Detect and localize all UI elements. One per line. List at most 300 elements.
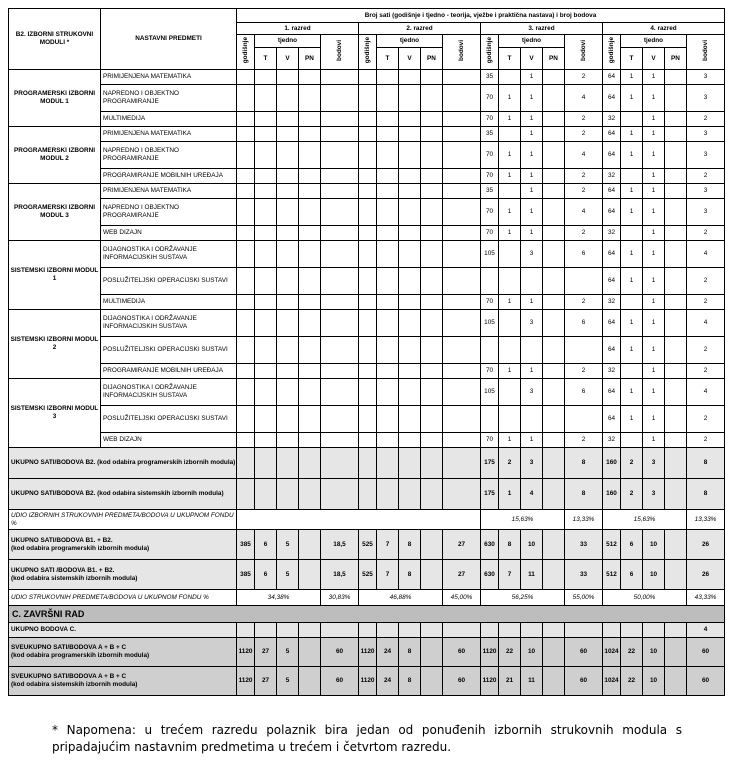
value-cell: 6 — [565, 241, 603, 268]
value-cell: 64 — [603, 379, 621, 406]
value-cell — [481, 268, 499, 295]
value-cell: 1 — [499, 364, 521, 379]
value-cell — [543, 112, 565, 127]
table-row — [9, 268, 725, 295]
value-cell — [377, 70, 399, 85]
value-cell: 1 — [521, 85, 543, 112]
value-cell: 70 — [481, 142, 499, 169]
v-header: V — [277, 48, 299, 70]
value-cell — [421, 479, 443, 510]
value-cell — [359, 199, 377, 226]
value-cell — [299, 448, 321, 479]
value-cell — [443, 295, 481, 310]
value-cell — [237, 241, 255, 268]
subject-name: PRIMIJENJENA MATEMATIKA — [101, 184, 237, 199]
value-cell: 175 — [481, 448, 499, 479]
value-cell — [299, 199, 321, 226]
value-cell — [543, 295, 565, 310]
value-cell — [565, 406, 603, 433]
value-cell: 1 — [621, 241, 643, 268]
value-cell — [421, 530, 443, 560]
value-cell — [237, 199, 255, 226]
grand-total-label — [9, 638, 237, 667]
value-cell: 3 — [687, 199, 725, 226]
value-cell: 3 — [643, 479, 665, 510]
value-cell: 1 — [643, 112, 665, 127]
value-cell — [421, 448, 443, 479]
value-cell — [621, 364, 643, 379]
table-row — [9, 184, 725, 199]
value-cell: 64 — [603, 268, 621, 295]
annual-header — [359, 35, 377, 70]
value-cell — [399, 241, 421, 268]
value-cell: 1 — [643, 142, 665, 169]
value-cell — [359, 364, 377, 379]
value-cell — [543, 406, 565, 433]
value-cell: 4 — [521, 479, 543, 510]
value-cell — [665, 479, 687, 510]
value-cell — [255, 364, 277, 379]
table-row — [9, 379, 725, 406]
value-cell — [321, 433, 359, 448]
value-cell — [643, 623, 665, 638]
value-cell: 1120 — [359, 667, 377, 696]
value-cell — [377, 479, 399, 510]
value-cell — [299, 530, 321, 560]
value-cell: 1 — [621, 70, 643, 85]
value-cell — [277, 295, 299, 310]
value-cell — [543, 85, 565, 112]
value-cell — [359, 268, 377, 295]
value-cell — [299, 142, 321, 169]
value-cell: 1 — [499, 433, 521, 448]
value-cell — [543, 448, 565, 479]
value-cell — [237, 226, 255, 241]
value-cell: 64 — [603, 127, 621, 142]
value-cell — [299, 184, 321, 199]
value-cell — [421, 406, 443, 433]
value-cell: 1 — [643, 169, 665, 184]
value-cell — [499, 127, 521, 142]
value-cell — [665, 142, 687, 169]
value-cell: 70 — [481, 169, 499, 184]
value-cell — [377, 337, 399, 364]
value-cell: 32 — [603, 112, 621, 127]
value-cell: 1 — [521, 226, 543, 241]
value-cell: 2 — [687, 268, 725, 295]
value-cell — [499, 337, 521, 364]
value-cell — [421, 169, 443, 184]
value-cell — [321, 199, 359, 226]
value-cell: 60 — [443, 638, 481, 667]
hours-header: Broj sati (godišnje i tjedno - teorija, vježbe i praktična nastava) i broj bodova — [237, 9, 725, 23]
subject-name: POSLUŽITELJSKI OPERACIJSKI SUSTAVI — [101, 337, 237, 364]
value-cell: 2 — [565, 226, 603, 241]
value-cell — [421, 70, 443, 85]
subject-name: MULTIMEDIJA — [101, 112, 237, 127]
value-cell — [377, 364, 399, 379]
value-cell: 105 — [481, 241, 499, 268]
value-cell: 64 — [603, 199, 621, 226]
value-cell — [359, 142, 377, 169]
value-cell: 10 — [643, 638, 665, 667]
value-cell: 70 — [481, 112, 499, 127]
value-cell — [543, 184, 565, 199]
share-value: 13,33% — [565, 510, 603, 530]
value-cell — [521, 623, 543, 638]
table-header — [9, 9, 725, 70]
value-cell — [377, 268, 399, 295]
value-cell: 525 — [359, 530, 377, 560]
value-cell — [443, 448, 481, 479]
value-cell — [443, 169, 481, 184]
points-header — [687, 35, 725, 70]
value-cell — [665, 337, 687, 364]
value-cell: 1 — [643, 364, 665, 379]
value-cell — [377, 623, 399, 638]
grade-header: 1. razred — [237, 23, 359, 35]
value-cell — [399, 364, 421, 379]
table-row — [9, 638, 725, 667]
pn-header: PN — [299, 48, 321, 70]
value-cell: 512 — [603, 530, 621, 560]
subject-name: PROGRAMIRANJE MOBILNIH UREĐAJA — [101, 364, 237, 379]
value-cell — [255, 310, 277, 337]
value-cell — [255, 479, 277, 510]
value-cell: 3 — [521, 448, 543, 479]
value-cell — [299, 310, 321, 337]
value-cell: 2 — [565, 70, 603, 85]
value-cell: 32 — [603, 295, 621, 310]
value-cell — [277, 364, 299, 379]
value-cell — [665, 199, 687, 226]
table-row — [9, 85, 725, 112]
value-cell — [543, 241, 565, 268]
value-cell — [321, 142, 359, 169]
v-header: V — [643, 48, 665, 70]
value-cell — [255, 241, 277, 268]
value-cell — [255, 337, 277, 364]
value-cell: 1 — [521, 112, 543, 127]
value-cell — [377, 85, 399, 112]
value-cell: 8 — [687, 479, 725, 510]
value-cell — [399, 85, 421, 112]
value-cell: 27 — [443, 530, 481, 560]
total-label-line: UKUPNO SATI /BODOVA B1. + B2. — [11, 566, 115, 574]
pn-header: PN — [665, 48, 687, 70]
share-value: 15,63% — [481, 510, 565, 530]
value-cell: 1 — [499, 142, 521, 169]
value-cell — [521, 337, 543, 364]
table-row — [9, 590, 725, 606]
value-cell — [665, 295, 687, 310]
table-row — [9, 667, 725, 696]
value-cell — [277, 479, 299, 510]
value-cell: 5 — [277, 638, 299, 667]
value-cell: 1 — [621, 85, 643, 112]
value-cell: 1 — [521, 199, 543, 226]
value-cell: 64 — [603, 70, 621, 85]
table-row — [9, 226, 725, 241]
value-cell — [277, 406, 299, 433]
value-cell — [237, 70, 255, 85]
value-cell — [237, 169, 255, 184]
value-cell — [665, 70, 687, 85]
value-cell: 1 — [621, 337, 643, 364]
value-cell — [443, 112, 481, 127]
value-cell — [665, 667, 687, 696]
value-cell: 630 — [481, 530, 499, 560]
value-cell: 2 — [687, 364, 725, 379]
subjects-header: NASTAVNI PREDMETI — [101, 9, 237, 70]
value-cell — [255, 112, 277, 127]
value-cell — [621, 623, 643, 638]
value-cell — [377, 433, 399, 448]
value-cell — [277, 226, 299, 241]
value-cell — [665, 364, 687, 379]
grade-header: 3. razred — [481, 23, 603, 35]
value-cell: 64 — [603, 85, 621, 112]
value-cell — [543, 379, 565, 406]
value-cell — [421, 337, 443, 364]
value-cell: 10 — [643, 667, 665, 696]
value-cell — [399, 184, 421, 199]
value-cell: 35 — [481, 184, 499, 199]
share-value: 55,00% — [565, 590, 603, 606]
value-cell — [399, 127, 421, 142]
value-cell — [665, 379, 687, 406]
value-cell — [299, 638, 321, 667]
value-cell — [237, 295, 255, 310]
value-cell: 8 — [399, 530, 421, 560]
points-label: bodovi — [579, 40, 587, 61]
value-cell: 4 — [565, 199, 603, 226]
table-row — [9, 112, 725, 127]
value-cell — [377, 379, 399, 406]
value-cell: 1 — [521, 184, 543, 199]
value-cell: 6 — [621, 530, 643, 560]
value-cell — [421, 112, 443, 127]
value-cell — [443, 268, 481, 295]
value-cell: 33 — [565, 530, 603, 560]
value-cell — [359, 433, 377, 448]
value-cell: 26 — [687, 530, 725, 560]
value-cell: 24 — [377, 667, 399, 696]
value-cell — [359, 479, 377, 510]
subject-name: WEB DIZAJN — [101, 226, 237, 241]
table-row — [9, 127, 725, 142]
value-cell: 7 — [377, 560, 399, 590]
value-cell — [299, 479, 321, 510]
value-cell — [543, 560, 565, 590]
value-cell: 2 — [687, 433, 725, 448]
value-cell: 175 — [481, 479, 499, 510]
value-cell: 35 — [481, 70, 499, 85]
grade-header: 4. razred — [603, 23, 725, 35]
value-cell — [665, 241, 687, 268]
value-cell — [443, 85, 481, 112]
value-cell: 2 — [687, 295, 725, 310]
value-cell — [421, 241, 443, 268]
value-cell: 2 — [565, 433, 603, 448]
value-cell: 35 — [481, 127, 499, 142]
table-row — [9, 241, 725, 268]
value-cell: 160 — [603, 479, 621, 510]
value-cell — [481, 337, 499, 364]
value-cell: 630 — [481, 560, 499, 590]
total-label-line: SVEUKUPNO SATI/BODOVA A + B + C — [11, 673, 127, 680]
value-cell: 1120 — [237, 638, 255, 667]
value-cell — [443, 70, 481, 85]
value-cell: 18,5 — [321, 560, 359, 590]
value-cell: 2 — [565, 295, 603, 310]
value-cell: 1 — [521, 70, 543, 85]
value-cell: 1 — [521, 127, 543, 142]
value-cell — [237, 184, 255, 199]
value-cell — [543, 199, 565, 226]
value-cell — [321, 379, 359, 406]
value-cell — [565, 268, 603, 295]
value-cell — [321, 337, 359, 364]
value-cell — [321, 268, 359, 295]
total-label-line: (kod odabira programerskih izbornih modula) — [11, 544, 150, 552]
value-cell — [665, 169, 687, 184]
value-cell — [321, 184, 359, 199]
value-cell: 1024 — [603, 638, 621, 667]
value-cell: 1024 — [603, 667, 621, 696]
value-cell — [277, 623, 299, 638]
value-cell — [299, 667, 321, 696]
value-cell — [499, 406, 521, 433]
value-cell: 3 — [643, 448, 665, 479]
value-cell — [359, 127, 377, 142]
value-cell — [299, 169, 321, 184]
value-cell — [399, 112, 421, 127]
value-cell: 2 — [687, 169, 725, 184]
share-value: 34,38% — [237, 590, 321, 606]
value-cell — [237, 364, 255, 379]
value-cell — [255, 406, 277, 433]
value-cell — [321, 112, 359, 127]
value-cell: 4 — [565, 85, 603, 112]
value-cell — [255, 623, 277, 638]
value-cell: 1120 — [237, 667, 255, 696]
value-cell — [299, 127, 321, 142]
value-cell: 60 — [321, 638, 359, 667]
value-cell — [399, 406, 421, 433]
value-cell — [665, 433, 687, 448]
share-value: 46,88% — [359, 590, 443, 606]
value-cell: 2 — [565, 127, 603, 142]
value-cell — [359, 406, 377, 433]
table-row — [9, 479, 725, 510]
value-cell — [321, 448, 359, 479]
annual-label: godišnje — [485, 37, 493, 64]
weekly-header: tjedno — [621, 35, 687, 48]
value-cell — [665, 638, 687, 667]
value-cell: 64 — [603, 142, 621, 169]
value-cell — [321, 70, 359, 85]
value-cell — [359, 337, 377, 364]
value-cell: 3 — [687, 127, 725, 142]
value-cell — [377, 241, 399, 268]
value-cell: 4 — [565, 142, 603, 169]
value-cell — [321, 241, 359, 268]
value-cell — [543, 530, 565, 560]
value-cell — [399, 169, 421, 184]
total-label: UKUPNO SATI/BODOVA B2. (kod odabira sistemskih izbornih modula) — [9, 479, 237, 510]
value-cell: 6 — [565, 379, 603, 406]
subject-name: PRIMIJENJENA MATEMATIKA — [101, 127, 237, 142]
table-row — [9, 406, 725, 433]
value-cell — [621, 433, 643, 448]
value-cell: 60 — [565, 638, 603, 667]
value-cell — [421, 364, 443, 379]
value-cell: 3 — [521, 241, 543, 268]
value-cell: 525 — [359, 560, 377, 590]
value-cell — [443, 623, 481, 638]
points-label: bodovi — [335, 40, 343, 61]
value-cell: 64 — [603, 310, 621, 337]
table-row — [9, 623, 725, 638]
value-cell — [255, 127, 277, 142]
value-cell — [499, 70, 521, 85]
table-row — [9, 530, 725, 560]
value-cell: 2 — [499, 448, 521, 479]
value-cell: 64 — [603, 406, 621, 433]
value-cell: 27 — [255, 667, 277, 696]
value-cell — [481, 623, 499, 638]
value-cell: 10 — [643, 560, 665, 590]
value-cell: 1 — [621, 379, 643, 406]
table-row — [9, 70, 725, 85]
value-cell: 1 — [521, 433, 543, 448]
value-cell: 1120 — [359, 638, 377, 667]
subject-name: POSLUŽITELJSKI OPERACIJSKI SUSTAVI — [101, 268, 237, 295]
value-cell: 4 — [687, 310, 725, 337]
value-cell — [443, 199, 481, 226]
value-cell — [421, 226, 443, 241]
value-cell: 18,5 — [321, 530, 359, 560]
section-title: C. ZAVRŠNI RAD — [9, 606, 725, 623]
value-cell — [277, 142, 299, 169]
value-cell: 6 — [255, 560, 277, 590]
table-body — [9, 70, 725, 696]
value-cell: 60 — [321, 667, 359, 696]
value-cell — [237, 85, 255, 112]
value-cell — [321, 226, 359, 241]
table-row — [9, 448, 725, 479]
value-cell — [299, 295, 321, 310]
value-cell — [377, 112, 399, 127]
value-cell: 105 — [481, 379, 499, 406]
value-cell — [255, 142, 277, 169]
value-cell — [255, 379, 277, 406]
value-cell: 8 — [399, 667, 421, 696]
value-cell — [377, 199, 399, 226]
value-cell: 1 — [499, 199, 521, 226]
value-cell: 1 — [643, 184, 665, 199]
value-cell — [421, 85, 443, 112]
value-cell: 64 — [603, 337, 621, 364]
value-cell: 1 — [499, 85, 521, 112]
subject-name: DIJAGNOSTIKA I ODRŽAVANJE INFORMACIJSKIH SUSTAVA — [101, 310, 237, 337]
value-cell: 5 — [277, 530, 299, 560]
value-cell — [255, 295, 277, 310]
table-row — [9, 433, 725, 448]
value-cell — [499, 268, 521, 295]
value-cell: 1 — [499, 169, 521, 184]
